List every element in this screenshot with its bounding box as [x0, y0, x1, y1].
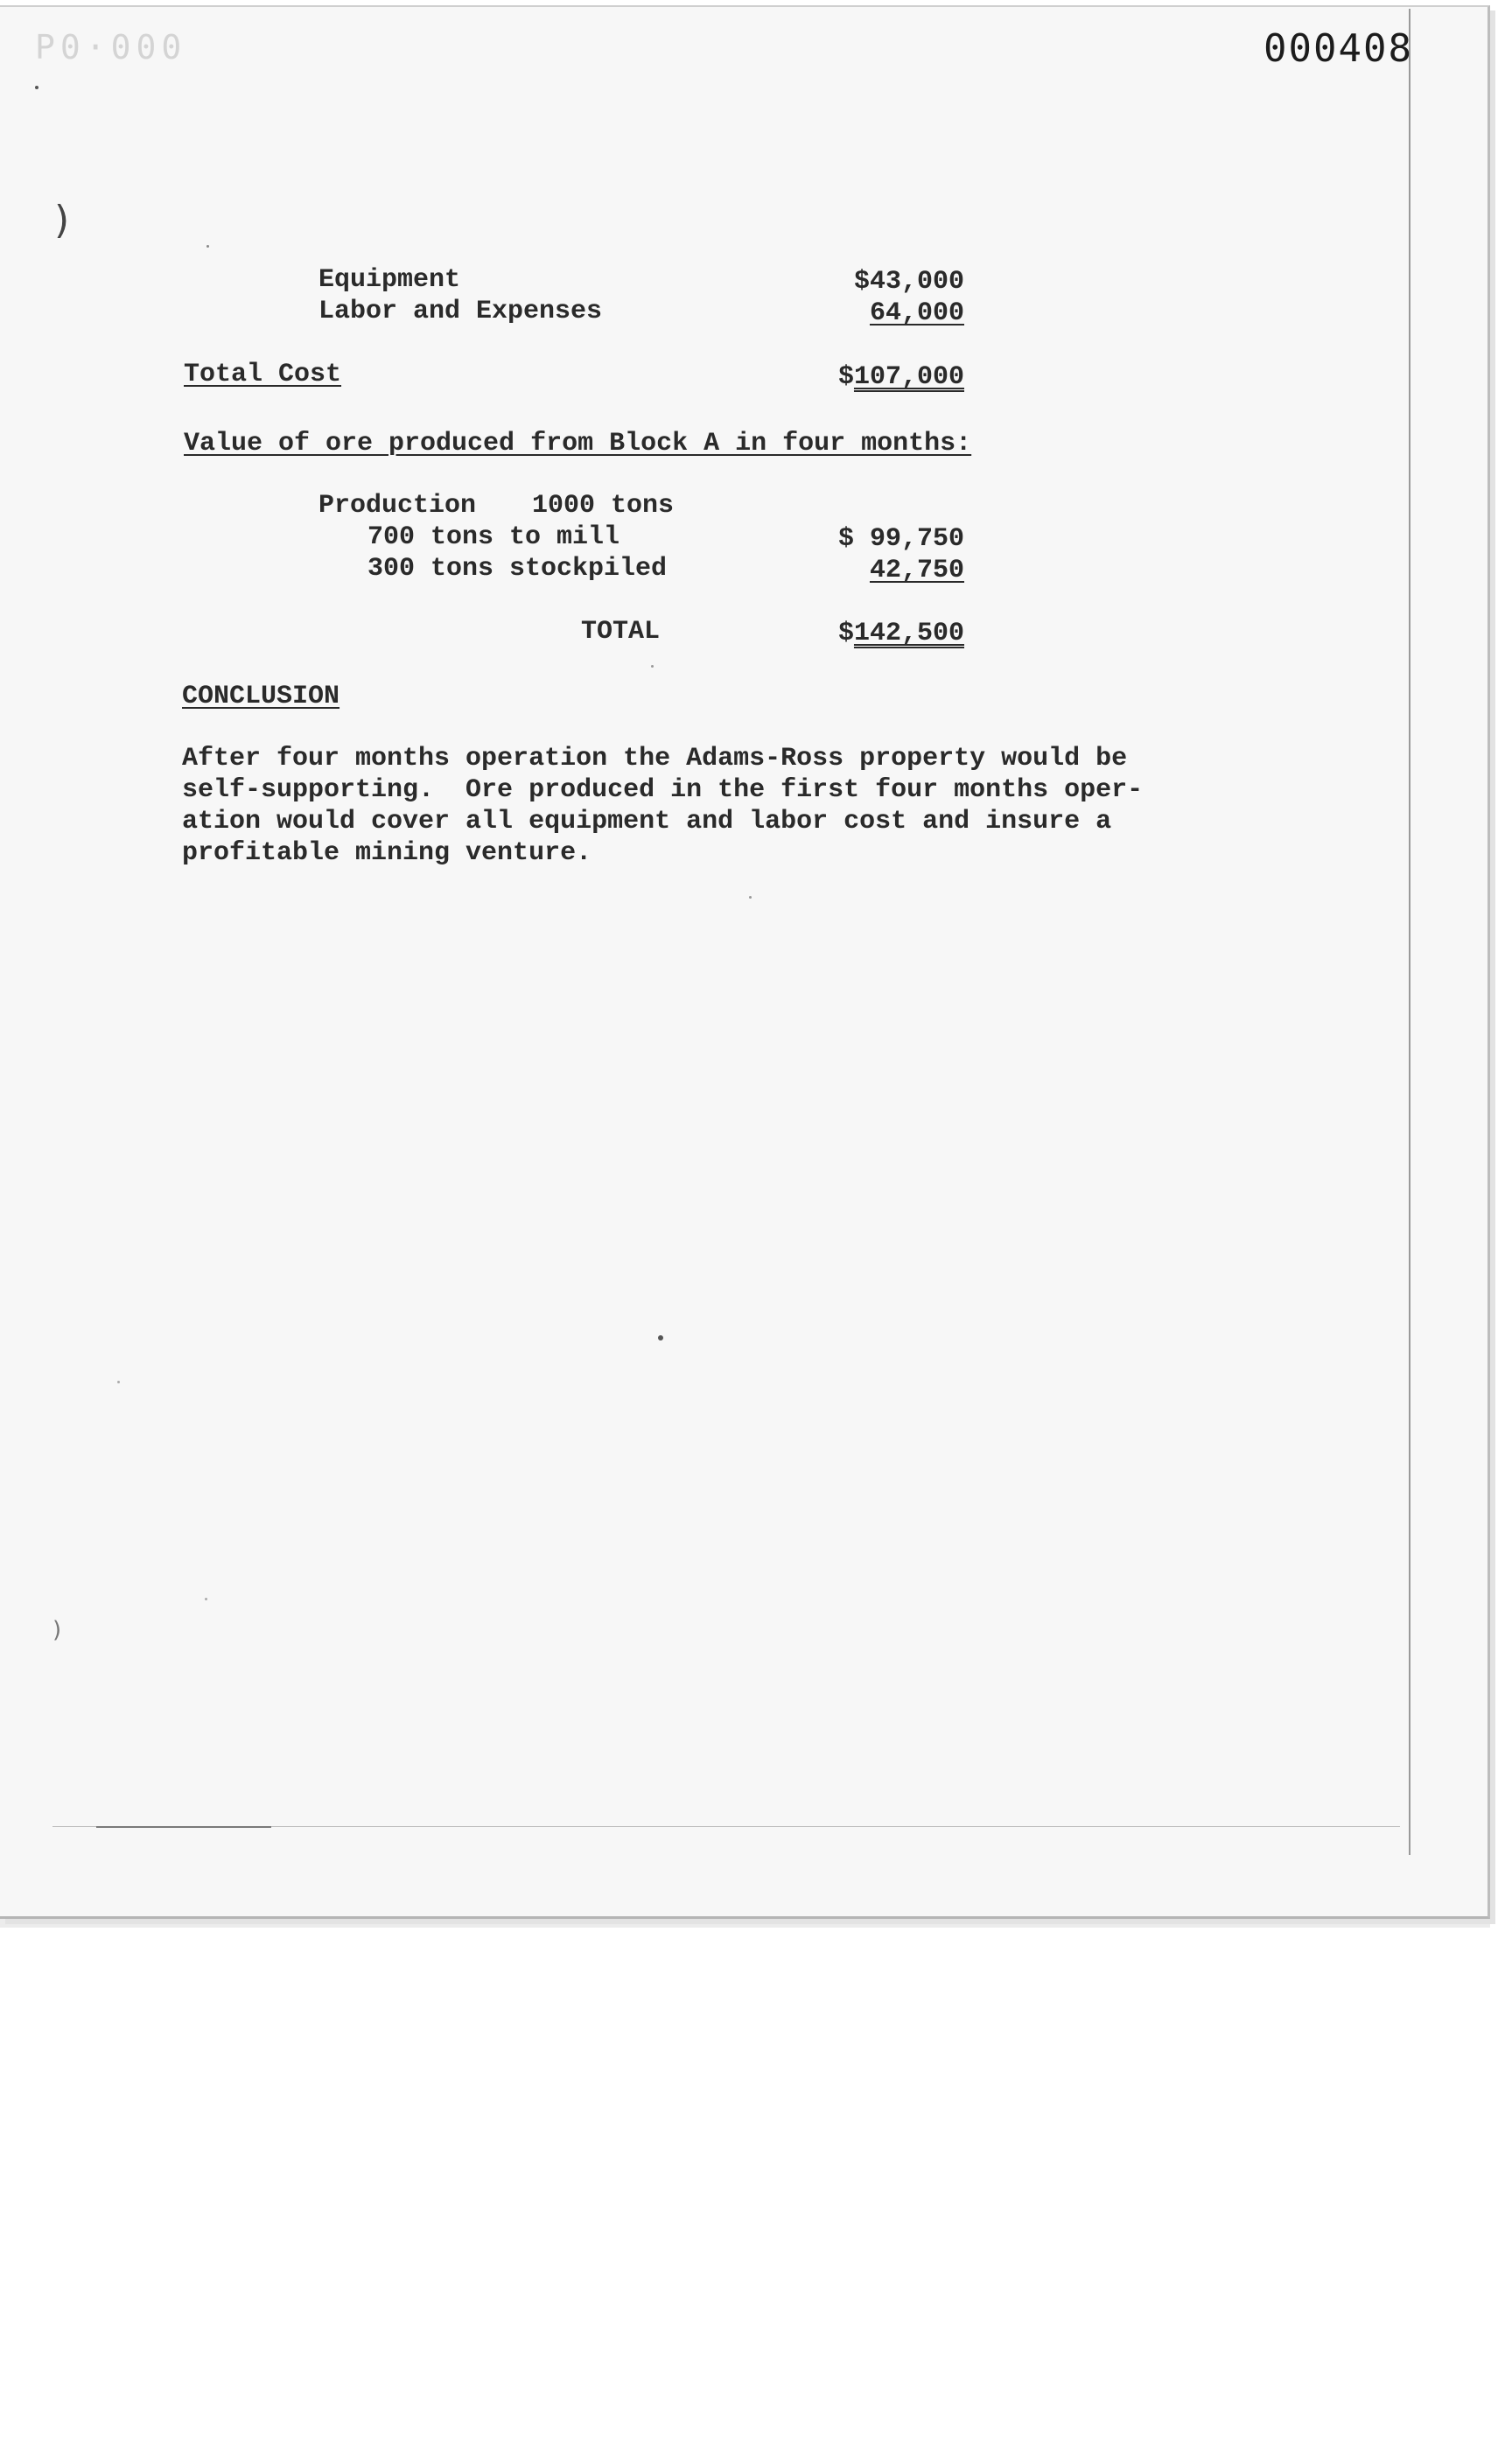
total-cost-value: [754, 361, 964, 393]
conclusion-line: After four months operation the Adams-Ross property would be: [182, 744, 1128, 774]
value-heading-text: Value of ore produced from Block A in four months:: [184, 429, 972, 458]
value-total-label: TOTAL: [581, 617, 661, 647]
production-tons: 1000 tons: [532, 491, 675, 521]
page-number-stamp: 000408: [1264, 26, 1413, 71]
conclusion-line: ation would cover all equipment and labor cost and insure a: [182, 807, 1112, 836]
scan-speck: [206, 245, 209, 248]
value-total-text: 142,500: [853, 619, 964, 648]
conclusion-paragraph: [182, 743, 1250, 869]
conclusion-heading-text: CONCLUSION: [182, 682, 340, 711]
labor-value: [754, 298, 964, 329]
mill-label: 700 tons to mill: [368, 522, 620, 552]
scan-speck: [205, 1598, 207, 1600]
scan-speck: [651, 665, 654, 668]
scan-speck: [117, 1381, 120, 1383]
stockpile-value: [754, 555, 964, 586]
conclusion-heading: [182, 681, 340, 712]
total-cost-dollar: $: [837, 362, 854, 392]
scan-speck: [749, 896, 752, 899]
stockpile-label: 300 tons stockpiled: [368, 554, 668, 584]
faded-page-stamp: P0·000: [35, 28, 187, 66]
value-total: [754, 618, 964, 649]
value-total-dollar: $: [837, 619, 854, 648]
labor-value-text: 64,000: [869, 298, 964, 328]
labor-label: Labor and Expenses: [318, 297, 603, 326]
page-edge-shadow: [1409, 9, 1410, 1855]
scan-speck: [658, 1335, 663, 1340]
value-heading: [184, 428, 971, 459]
equipment-label: Equipment: [318, 265, 461, 295]
total-cost-label-text: Total Cost: [184, 360, 342, 389]
conclusion-line: self-supporting. Ore produced in the first four months oper-: [182, 775, 1144, 805]
total-cost-value-text: 107,000: [853, 362, 964, 392]
page-bottom-rule-dark: [96, 1826, 271, 1828]
stockpile-value-text: 42,750: [869, 556, 964, 585]
production-label: Production: [318, 491, 477, 521]
scanned-page: [0, 5, 1490, 1919]
equipment-value: $43,000: [853, 267, 964, 297]
scan-speck: [35, 86, 38, 89]
conclusion-line: profitable mining venture.: [182, 838, 592, 868]
scan-mark-bracket: ): [54, 198, 70, 242]
total-cost-label: [184, 359, 341, 390]
mill-value: $ 99,750: [837, 524, 964, 554]
scan-mark-bracket-small: ): [52, 1617, 62, 1643]
